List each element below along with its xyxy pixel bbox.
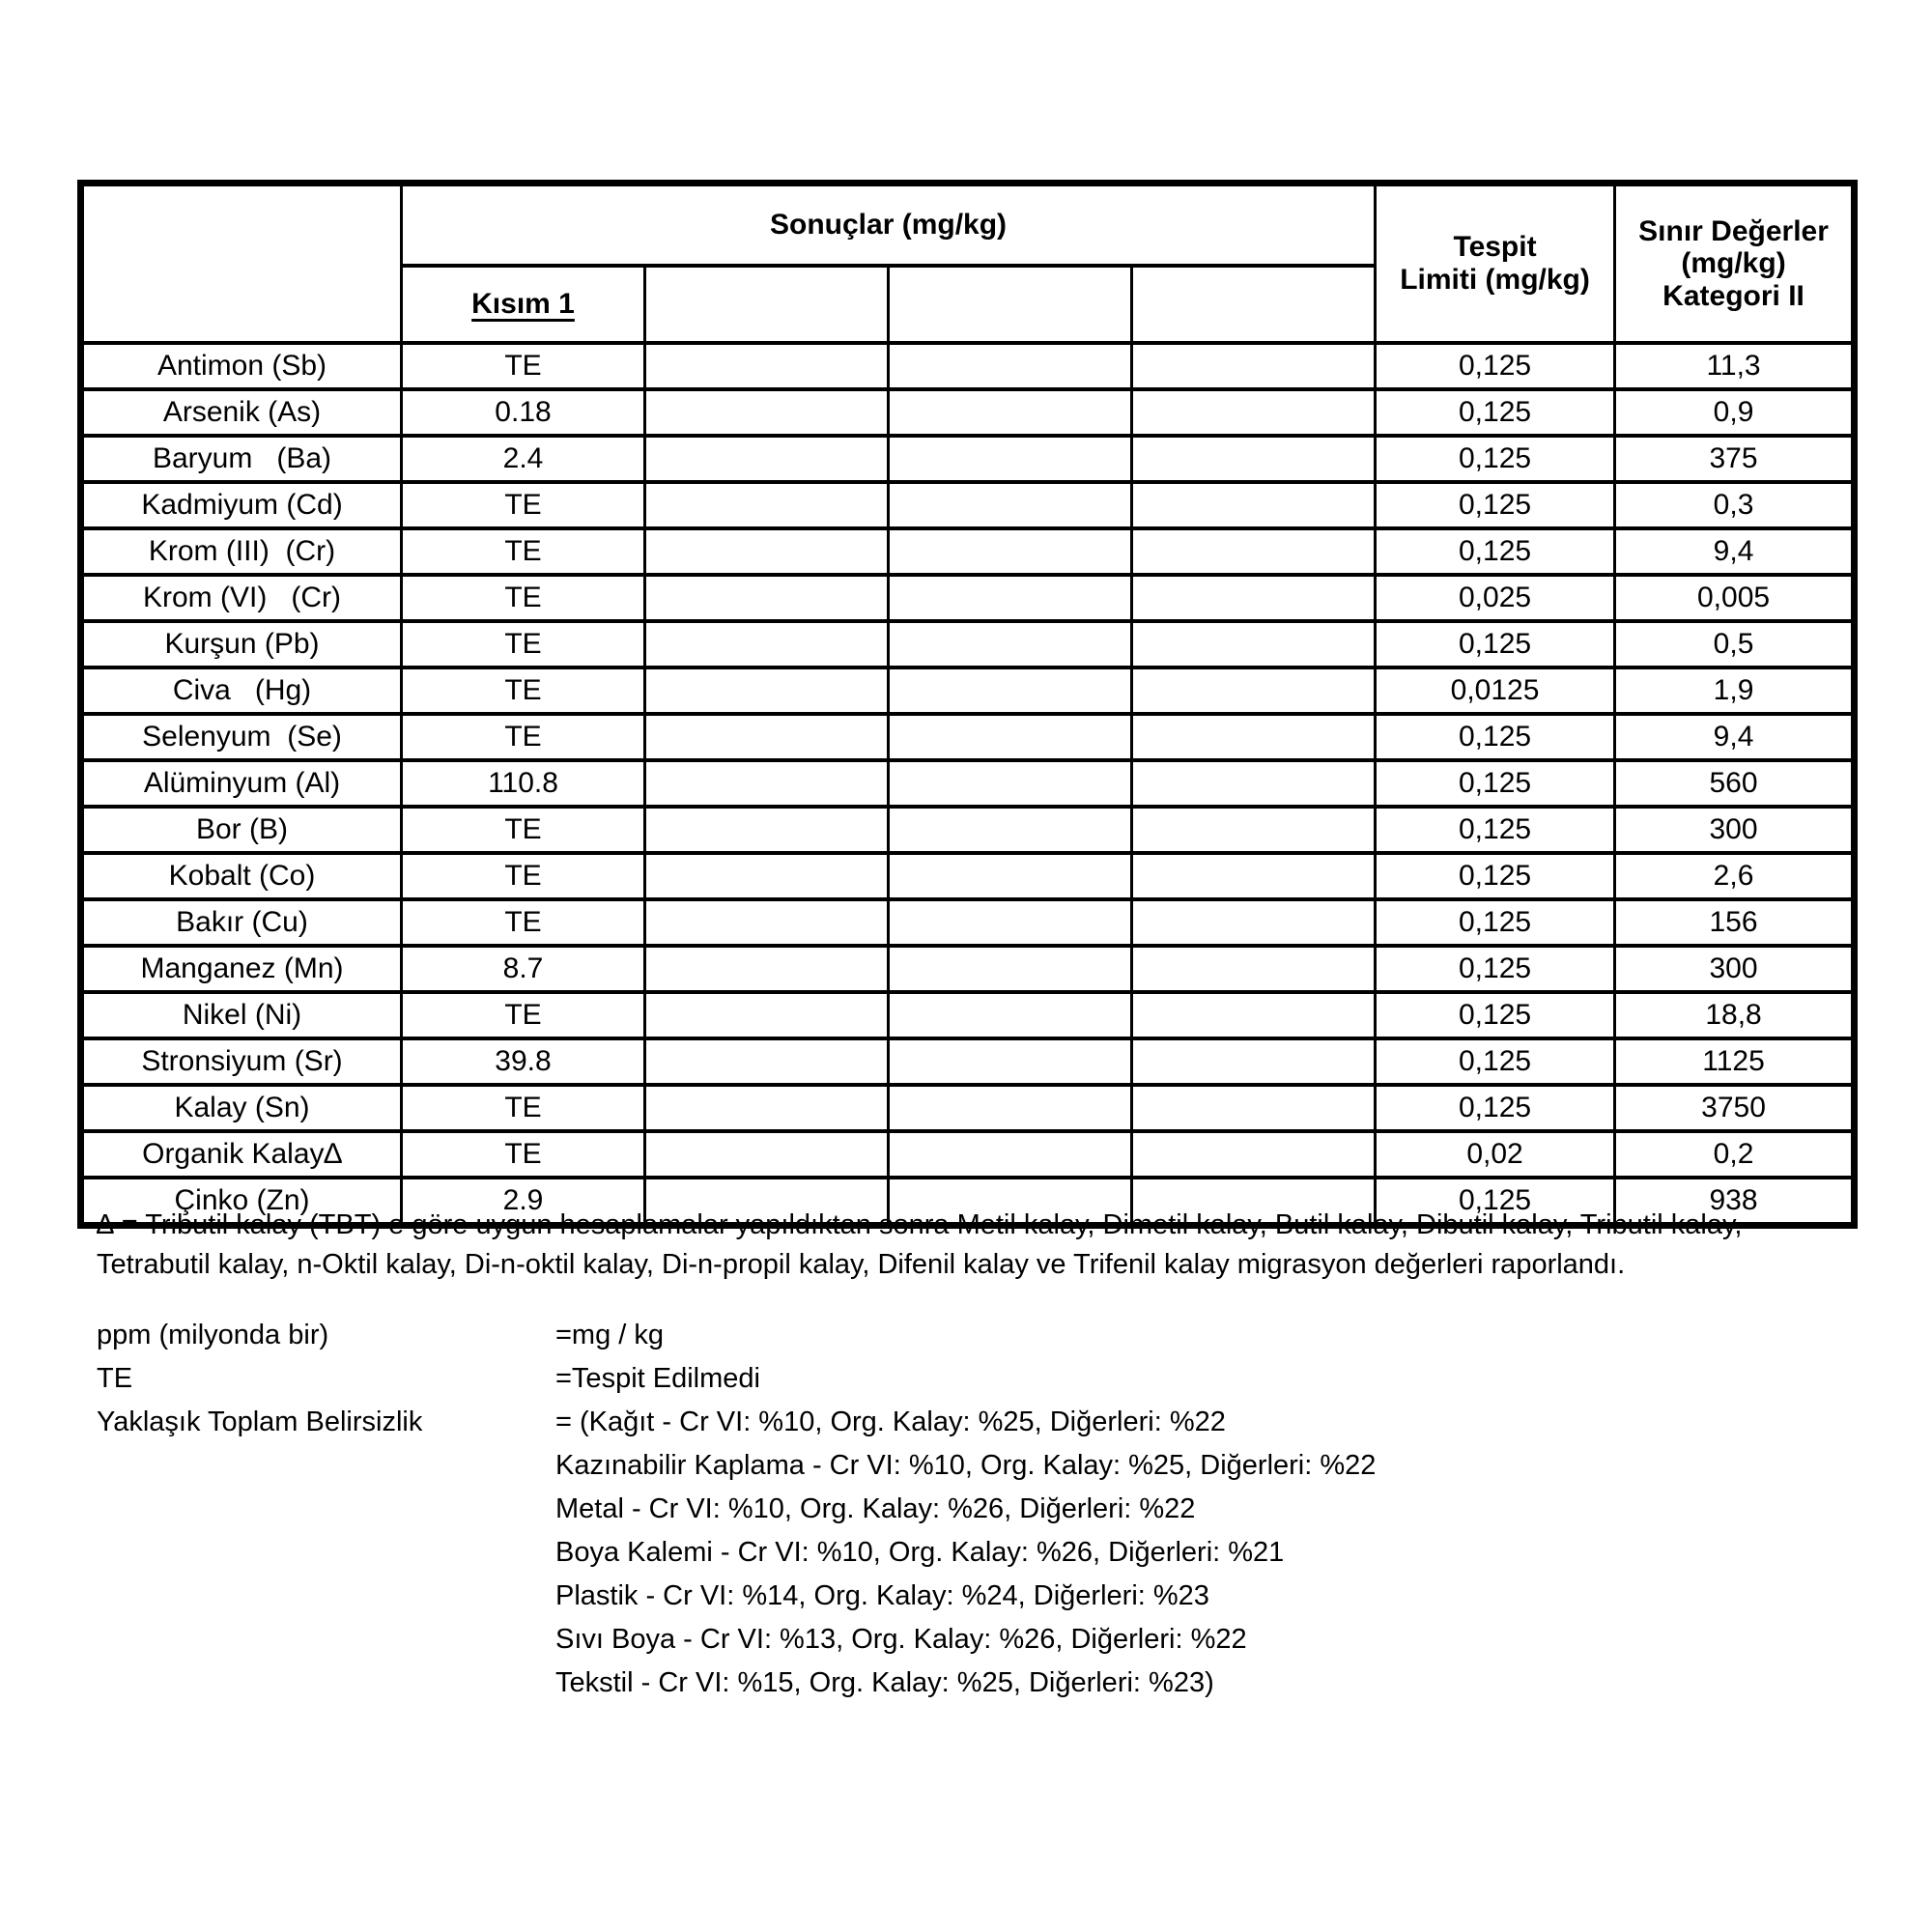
table-row <box>81 343 1855 389</box>
empty-result-cell <box>645 482 889 528</box>
detection-limit-cell: 0,125 <box>1376 714 1615 760</box>
empty-result-cell <box>1132 575 1376 621</box>
empty-result-cell <box>889 1085 1132 1131</box>
kisim1-value-cell: TE <box>402 668 645 714</box>
limit-header-line: (mg/kg) <box>1681 247 1786 280</box>
detection-limit-cell: 0,125 <box>1376 1178 1615 1226</box>
organotin-footnote: ∆ = Tributil kalay (TBT) e göre uygun hesaplamalar yapıldıktan sonra Metil kalay, Dimetil kalay, Butil kalay, Dibutil kalay, Tributil kalay, Tetrabutil kalay, n-Oktil kalay, Di-n-oktil kalay, Di-n-propil kalay, Difenil kalay ve Trifenil kalay migrasyon değerleri raporlandı. <box>97 1209 1743 1280</box>
sample-column-header <box>645 266 889 343</box>
detection-limit-cell: 0,125 <box>1376 528 1615 575</box>
kisim1-value-cell: TE <box>402 528 645 575</box>
detection-limit-cell: 0,02 <box>1376 1131 1615 1178</box>
empty-result-cell <box>889 436 1132 482</box>
detection-limit-cell: 0,125 <box>1376 1038 1615 1085</box>
element-name-cell: Baryum (Ba) <box>81 436 402 482</box>
kisim1-value-cell: 2.9 <box>402 1178 645 1226</box>
kisim1-value-cell: 39.8 <box>402 1038 645 1085</box>
limit-header-line: Kategori II <box>1662 279 1804 312</box>
kisim1-value-cell: TE <box>402 714 645 760</box>
limit-header-line: Sınır Değerler <box>1638 214 1829 247</box>
empty-result-cell <box>645 343 889 389</box>
empty-result-cell <box>889 1038 1132 1085</box>
element-name-cell: Krom (VI) (Cr) <box>81 575 402 621</box>
empty-result-cell <box>1132 853 1376 899</box>
element-name-cell: Organik Kalay∆ <box>81 1131 402 1178</box>
empty-result-cell <box>1132 621 1376 668</box>
table-row <box>81 436 1855 482</box>
element-name-cell: Nikel (Ni) <box>81 992 402 1038</box>
table-row <box>81 946 1855 992</box>
empty-result-cell <box>889 760 1132 807</box>
kisim1-value-cell: TE <box>402 621 645 668</box>
empty-result-cell <box>645 1131 889 1178</box>
empty-result-cell <box>889 482 1132 528</box>
empty-result-cell <box>645 760 889 807</box>
empty-result-cell <box>645 575 889 621</box>
limit-value-cell: 11,3 <box>1615 343 1855 389</box>
sample-column-header <box>889 266 1132 343</box>
empty-result-cell <box>889 668 1132 714</box>
uncertainty-line: Metal - Cr VI: %10, Org. Kalay: %26, Diğerleri: %22 <box>555 1493 1196 1524</box>
element-name-cell: Krom (III) (Cr) <box>81 528 402 575</box>
detection-limit-cell: 0,125 <box>1376 760 1615 807</box>
table-row <box>81 1085 1855 1131</box>
element-name-cell: Arsenik (As) <box>81 389 402 436</box>
element-name-cell: Stronsiyum (Sr) <box>81 1038 402 1085</box>
empty-result-cell <box>1132 436 1376 482</box>
element-name-cell: Selenyum (Se) <box>81 714 402 760</box>
kisim1-value-cell: TE <box>402 853 645 899</box>
empty-result-cell <box>645 853 889 899</box>
limit-value-cell: 0,5 <box>1615 621 1855 668</box>
definition-label: ppm (milyonda bir) <box>97 1320 329 1350</box>
table-row <box>81 807 1855 853</box>
detection-limit-cell: 0,125 <box>1376 992 1615 1038</box>
empty-result-cell <box>1132 1131 1376 1178</box>
element-name-cell: Bakır (Cu) <box>81 899 402 946</box>
uncertainty-line: Kazınabilir Kaplama - Cr VI: %10, Org. Kalay: %25, Diğerleri: %22 <box>555 1450 1377 1481</box>
uncertainty-line: Boya Kalemi - Cr VI: %10, Org. Kalay: %26, Diğerleri: %21 <box>555 1537 1285 1568</box>
detection-limit-cell: 0,025 <box>1376 575 1615 621</box>
empty-result-cell <box>1132 760 1376 807</box>
definition-row-uncertainty <box>97 1401 1845 1705</box>
table-row <box>81 621 1855 668</box>
kisim1-value-cell: TE <box>402 899 645 946</box>
detection-limit-cell: 0,0125 <box>1376 668 1615 714</box>
limit-value-cell: 560 <box>1615 760 1855 807</box>
limit-value-cell: 300 <box>1615 807 1855 853</box>
empty-result-cell <box>1132 992 1376 1038</box>
results-table <box>77 180 1858 1229</box>
limit-value-cell: 3750 <box>1615 1085 1855 1131</box>
uncertainty-line: Tekstil - Cr VI: %15, Org. Kalay: %25, Diğerleri: %23) <box>555 1667 1214 1698</box>
empty-result-cell <box>1132 482 1376 528</box>
table-row <box>81 482 1855 528</box>
empty-result-cell <box>1132 668 1376 714</box>
empty-result-cell <box>889 853 1132 899</box>
element-name-cell: Civa (Hg) <box>81 668 402 714</box>
limit-value-cell: 156 <box>1615 899 1855 946</box>
element-name-cell: Kalay (Sn) <box>81 1085 402 1131</box>
empty-result-cell <box>889 343 1132 389</box>
detection-limit-cell: 0,125 <box>1376 853 1615 899</box>
detection-limit-cell: 0,125 <box>1376 946 1615 992</box>
element-name-cell: Antimon (Sb) <box>81 343 402 389</box>
empty-result-cell <box>645 714 889 760</box>
kisim1-value-cell: TE <box>402 575 645 621</box>
uncertainty-line: Plastik - Cr VI: %14, Org. Kalay: %24, Diğerleri: %23 <box>555 1580 1209 1611</box>
limit-value-cell: 0,9 <box>1615 389 1855 436</box>
empty-result-cell <box>1132 946 1376 992</box>
empty-result-cell <box>889 807 1132 853</box>
limit-value-cell: 18,8 <box>1615 992 1855 1038</box>
limit-value-cell: 0,005 <box>1615 575 1855 621</box>
kisim1-value-cell: TE <box>402 807 645 853</box>
kisim1-value-cell: 2.4 <box>402 436 645 482</box>
empty-result-cell <box>889 389 1132 436</box>
corner-cell <box>81 184 402 344</box>
detection-limit-cell: 0,125 <box>1376 1085 1615 1131</box>
empty-result-cell <box>1132 714 1376 760</box>
empty-result-cell <box>889 575 1132 621</box>
empty-result-cell <box>889 899 1132 946</box>
detection-limit-cell: 0,125 <box>1376 389 1615 436</box>
empty-result-cell <box>889 992 1132 1038</box>
element-name-cell: Kadmiyum (Cd) <box>81 482 402 528</box>
empty-result-cell <box>889 528 1132 575</box>
header-row-1 <box>81 184 1855 267</box>
limit-value-cell: 1125 <box>1615 1038 1855 1085</box>
detection-limit-cell: 0,125 <box>1376 807 1615 853</box>
limit-value-cell: 300 <box>1615 946 1855 992</box>
definition-value: =Tespit Edilmedi <box>555 1363 760 1394</box>
limit-value-cell: 938 <box>1615 1178 1855 1226</box>
table-row <box>81 760 1855 807</box>
empty-result-cell <box>645 668 889 714</box>
results-title-cell: Sonuçlar (mg/kg) <box>402 184 1376 267</box>
kisim1-value-cell: 0.18 <box>402 389 645 436</box>
definition-label: Yaklaşık Toplam Belirsizlik <box>97 1406 423 1437</box>
kisim1-value-cell: TE <box>402 343 645 389</box>
limit-value-cell: 375 <box>1615 436 1855 482</box>
definition-row-ppm <box>97 1314 1845 1357</box>
empty-result-cell <box>645 946 889 992</box>
empty-result-cell <box>645 807 889 853</box>
empty-result-cell <box>1132 1085 1376 1131</box>
table-row <box>81 668 1855 714</box>
limit-value-cell: 2,6 <box>1615 853 1855 899</box>
sample-column-header: Kısım 1 <box>402 266 645 343</box>
detection-limit-header-line: Limiti (mg/kg) <box>1400 264 1590 296</box>
element-name-cell: Kobalt (Co) <box>81 853 402 899</box>
definition-value: =mg / kg <box>555 1320 665 1350</box>
empty-result-cell <box>645 389 889 436</box>
limit-value-cell: 0,2 <box>1615 1131 1855 1178</box>
limit-value-cell: 0,3 <box>1615 482 1855 528</box>
empty-result-cell <box>645 621 889 668</box>
empty-result-cell <box>645 528 889 575</box>
definition-label: TE <box>97 1363 133 1394</box>
limit-header-cell <box>1615 184 1855 344</box>
empty-result-cell <box>645 1038 889 1085</box>
detection-limit-header-cell <box>1376 184 1615 344</box>
uncertainty-values <box>555 1401 1845 1705</box>
table-row <box>81 992 1855 1038</box>
table-row <box>81 1038 1855 1085</box>
element-name-cell: Kurşun (Pb) <box>81 621 402 668</box>
empty-result-cell <box>889 946 1132 992</box>
element-name-cell: Bor (B) <box>81 807 402 853</box>
empty-result-cell <box>645 1085 889 1131</box>
empty-result-cell <box>889 1131 1132 1178</box>
empty-result-cell <box>1132 528 1376 575</box>
kisim1-value-cell: TE <box>402 1131 645 1178</box>
table-row <box>81 899 1855 946</box>
empty-result-cell <box>889 621 1132 668</box>
empty-result-cell <box>1132 343 1376 389</box>
table-row <box>81 714 1855 760</box>
empty-result-cell <box>1132 807 1376 853</box>
table-row <box>81 389 1855 436</box>
empty-result-cell <box>1132 1038 1376 1085</box>
detection-limit-cell: 0,125 <box>1376 436 1615 482</box>
element-name-cell: Alüminyum (Al) <box>81 760 402 807</box>
empty-result-cell <box>645 992 889 1038</box>
table-row <box>81 853 1855 899</box>
empty-result-cell <box>645 899 889 946</box>
empty-result-cell <box>1132 389 1376 436</box>
definitions-block <box>97 1314 1845 1705</box>
uncertainty-line: = (Kağıt - Cr VI: %10, Org. Kalay: %25, Diğerleri: %22 <box>555 1406 1226 1437</box>
detection-limit-cell: 0,125 <box>1376 482 1615 528</box>
kisim1-value-cell: TE <box>402 1085 645 1131</box>
definition-row-te <box>97 1357 1845 1401</box>
empty-result-cell <box>889 714 1132 760</box>
element-name-cell: Manganez (Mn) <box>81 946 402 992</box>
table-row <box>81 575 1855 621</box>
detection-limit-cell: 0,125 <box>1376 343 1615 389</box>
limit-value-cell: 9,4 <box>1615 528 1855 575</box>
kisim1-value-cell: 8.7 <box>402 946 645 992</box>
limit-value-cell: 9,4 <box>1615 714 1855 760</box>
sample-column-header <box>1132 266 1376 343</box>
element-name-cell: Çinko (Zn) <box>81 1178 402 1226</box>
empty-result-cell <box>1132 899 1376 946</box>
detection-limit-cell: 0,125 <box>1376 899 1615 946</box>
kisim1-value-cell: TE <box>402 482 645 528</box>
table-row <box>81 1131 1855 1178</box>
empty-result-cell <box>645 436 889 482</box>
limit-value-cell: 1,9 <box>1615 668 1855 714</box>
kisim1-value-cell: TE <box>402 992 645 1038</box>
table-row <box>81 528 1855 575</box>
detection-limit-cell: 0,125 <box>1376 621 1615 668</box>
kisim1-value-cell: 110.8 <box>402 760 645 807</box>
detection-limit-header-line: Tespit <box>1453 231 1537 264</box>
uncertainty-line: Sıvı Boya - Cr VI: %13, Org. Kalay: %26, Diğerleri: %22 <box>555 1624 1247 1655</box>
